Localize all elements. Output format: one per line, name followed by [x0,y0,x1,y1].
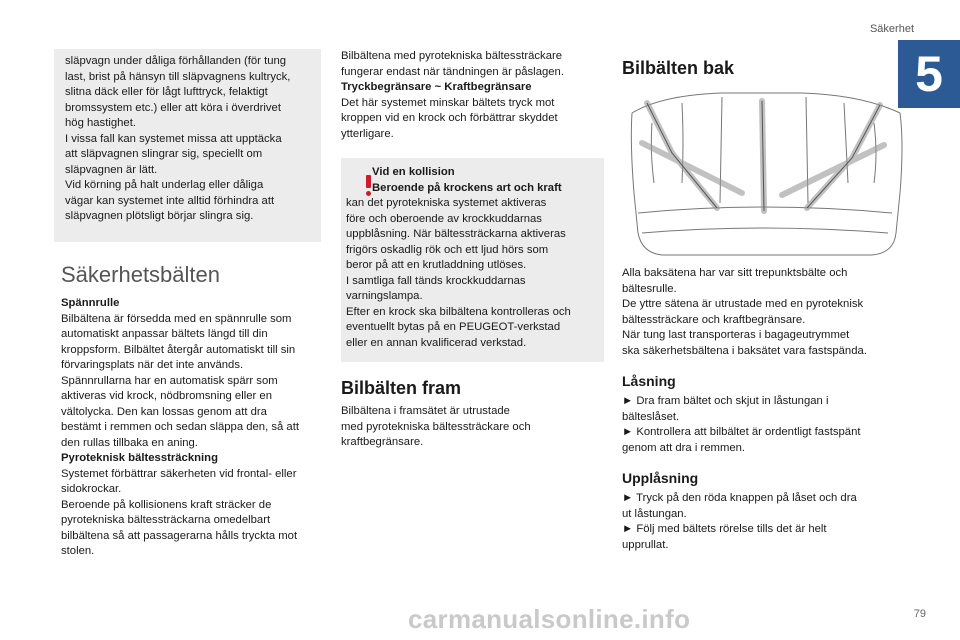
step-line: ► Följ med bältets rörelse tills det är helt [622,523,827,535]
warning-line: Efter en krock ska bilbältena kontrolleras och [346,305,571,318]
page-number: 79 [913,608,926,620]
upplasning-body [622,491,912,553]
trailer-warning-box [54,49,321,242]
box-line: släpvagnen plötsligt börjar slingra sig. [65,210,254,222]
box-line: bromssystem etc.) eller att köra i överdrivet [65,101,281,114]
step-line: genom att dra i remmen. [622,441,746,454]
body-line: Bilbältena i framsätet är utrustade [341,405,510,417]
box-line: släpvagn under dåliga förhållanden (för tung [65,55,287,67]
warning-line: I samtliga fall tänds krockkuddarnas [346,274,526,287]
body-line: kroppen vid en krock och förbättrar skyddet [341,112,558,124]
body-line: bestämt i remmen och sedan släppa den, så att [61,421,299,433]
box-line: att släpvagnen slingrar sig, speciellt om [65,148,263,160]
body-line: ska säkerhetsbältena i baksätet vara fastspända. [622,344,867,357]
warning-title: Vid en kollision [372,166,455,178]
collision-warning-box [341,158,604,362]
box-line: hög hastighet. [65,117,136,129]
heading-lasning: Låsning [622,373,676,389]
chapter-number-tab: 5 [898,40,960,108]
box-line: släpvagnen är lätt. [65,163,158,176]
watermark-text: carmanualsonline.info [408,604,691,634]
step-line: upprullat. [622,538,669,551]
body-line: med pyrotekniska bältessträckare och [341,420,531,433]
box-line: I vissa fall kan systemet missa att upptäcka [65,132,282,145]
warning-line: frigörs oskadlig rök och ett ljud hörs som [346,243,549,256]
subheading-tryckbegransare: Tryckbegränsare ~ Kraftbegränsare [341,81,532,93]
body-line: aktiveras vid krock, nödbromsning eller en [61,390,272,402]
body-line: Beroende på kollisionens kraft sträcker de [61,498,272,511]
warning-line: eventuellt bytas på en PEUGEOT-verkstad [346,321,561,333]
heading-bilbalten-fram: Bilbälten fram [341,378,462,398]
step-line: ► Dra fram bältet och skjut in låstungan i [622,395,829,407]
bak-body [622,266,912,359]
body-line: Det här systemet minskar bältets tryck mot [341,96,555,109]
warning-subtitle: Beroende på krockens art och kraft [372,181,562,194]
body-line: vältolycka. Den kan lossas genom att dra [61,405,267,418]
warning-line: före och oberoende av krockkuddarnas [346,212,542,225]
heading-upplasning: Upplåsning [622,470,699,486]
box-line: vägar kan systemet inte alltid förhindra att [65,194,275,207]
section-title: Säkerhet [869,23,914,35]
body-line: automatiskt anpassar bältets längd till din [61,328,268,340]
step-line: ► Tryck på den röda knappen på låset och dra [622,492,857,504]
warning-line: varningslampa. [346,290,423,302]
body-line: pyrotekniska bältessträckarna omedelbart [61,514,271,526]
body-line: Spännrullarna har en automatisk spärr som [61,374,278,387]
step-line: bälteslåset. [622,410,680,423]
body-line: sidokrockar. [61,483,122,495]
body-line: Alla baksätena har var sitt trepunktsbälte och [622,267,848,279]
body-line: fungerar endast när tändningen är påslagen. [341,65,564,78]
body-line: kroppsform. Bilbältet återgår automatiskt till sin [61,343,296,356]
body-line: den rullas tillbaka en aning. [61,436,198,449]
step-line: ► Kontrollera att bilbältet är ordentligt fastspänt [622,426,861,438]
fram-body [341,404,603,451]
body-line: De yttre sätena är utrustade med en pyroteknisk [622,298,864,310]
box-line: last, brist på hänsyn till släpvagnens kultryck, [65,70,291,83]
step-line: ut låstungan. [622,507,687,520]
body-line: kraftbegränsare. [341,436,424,448]
rear-seat-illustration [622,83,904,261]
body-line: När tung last transporteras i bagageutrymmet [622,329,850,341]
pyro-intro [341,49,603,142]
body-line: Systemet förbättrar säkerheten vid frontal- eller [61,467,297,480]
body-line: bilbältena så att passagerarna hålls tryckta mot [61,529,298,542]
heading-bilbalten-bak: Bilbälten bak [622,58,735,78]
seatbelt-body [61,296,323,560]
body-line: stolen. [61,545,95,557]
body-line: bältessträckare och kraftbegränsare. [622,313,806,326]
box-line: Vid körning på halt underlag eller dåliga [65,179,264,191]
warning-line: beror på att en krutladdning utlöses. [346,259,527,271]
body-line: bältesrulle. [622,282,677,295]
trailer-warning-text [65,54,317,225]
lasning-body [622,394,912,456]
box-line: slitna däck eller för lågt lufttryck, felaktigt [65,86,268,98]
body-line: Bilbältena är försedda med en spännrulle som [61,312,292,325]
subheading-pyro: Pyroteknisk bältessträckning [61,452,218,464]
warning-line: eller en annan kvalificerad verkstad. [346,336,527,349]
body-line: Bilbältena med pyrotekniska bältessträckare [341,50,563,62]
body-line: förvaringsplats när det inte används. [61,359,244,371]
warning-line: uppblåsning. När bältessträckarna aktiveras [346,228,566,240]
warning-line: kan det pyrotekniska systemet aktiveras [346,197,547,209]
page-heading-seatbelts: Säkerhetsbälten [61,262,220,287]
body-line: ytterligare. [341,127,394,140]
subheading-spannrulle: Spännrulle [61,297,120,309]
